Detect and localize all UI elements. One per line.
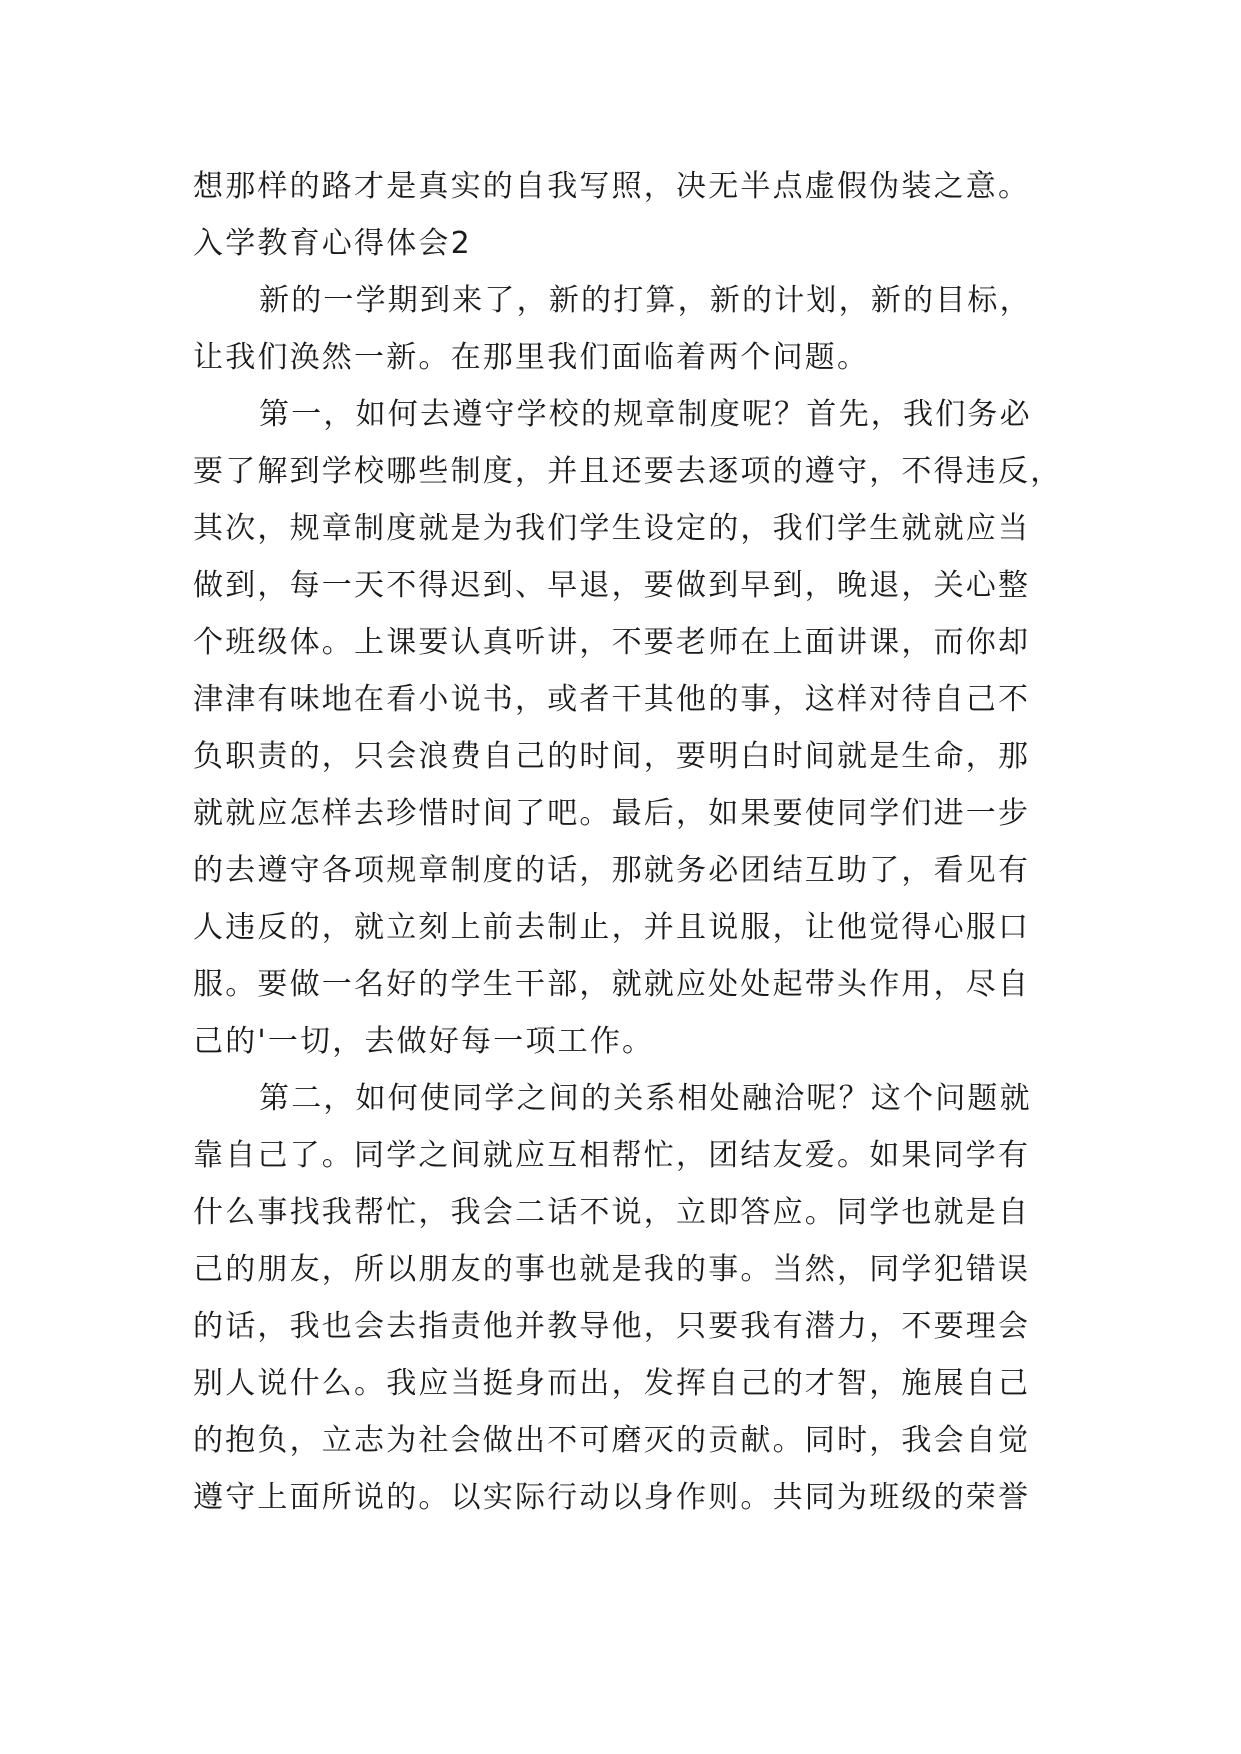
text-line: 的抱负，立志为社会做出不可磨灭的贡献。同时，我会自觉 (193, 1423, 1031, 1458)
text-line: 别人说什么。我应当挺身而出，发挥自己的才智，施展自己 (193, 1366, 1031, 1401)
text-line: 就就应怎样去珍惜时间了吧。最后，如果要使同学们进一步 (193, 796, 1031, 831)
text-line: 新的一学期到来了，新的打算，新的计划，新的目标， (259, 283, 1032, 318)
text-line: 第二，如何使同学之间的关系相处融洽呢？这个问题就 (259, 1081, 1032, 1116)
text-line: 的话，我也会去指责他并教导他，只要我有潜力，不要理会 (193, 1309, 1031, 1344)
text-line: 的去遵守各项规章制度的话，那就务必团结互助了，看见有 (193, 853, 1031, 888)
text-line: 人违反的，就立刻上前去制止，并且说服，让他觉得心服口 (193, 910, 1031, 945)
text-line: 遵守上面所说的。以实际行动以身作则。共同为班级的荣誉 (193, 1480, 1031, 1515)
text-line: 靠自己了。同学之间就应互相帮忙，团结友爱。如果同学有 (193, 1138, 1031, 1173)
text-line: 己的朋友，所以朋友的事也就是我的事。当然，同学犯错误 (193, 1252, 1031, 1287)
text-line: 津津有味地在看小说书，或者干其他的事，这样对待自己不 (193, 682, 1031, 717)
text-line: 己的'一切，去做好每一项工作。 (193, 1024, 655, 1059)
document-body (193, 158, 1073, 1526)
text-line: 什么事找我帮忙，我会二话不说，立即答应。同学也就是自 (193, 1195, 1031, 1230)
text-line: 做到，每一天不得迟到、早退，要做到早到，晚退，关心整 (193, 568, 1031, 603)
text-line: 想那样的路才是真实的自我写照，决无半点虚假伪装之意。 (193, 169, 1031, 204)
text-line: 服。要做一名好的学生干部，就就应处处起带头作用，尽自 (193, 967, 1031, 1002)
text-line: 让我们涣然一新。在那里我们面临着两个问题。 (193, 340, 870, 375)
text-line: 其次，规章制度就是为我们学生设定的，我们学生就就应当 (193, 511, 1031, 546)
text-line: 要了解到学校哪些制度，并且还要去逐项的遵守，不得违反， (193, 454, 1063, 489)
text-line: 个班级体。上课要认真听讲，不要老师在上面讲课，而你却 (193, 625, 1031, 660)
text-line: 负职责的，只会浪费自己的时间，要明白时间就是生命，那 (193, 739, 1031, 774)
section-heading: 入学教育心得体会2 (193, 226, 472, 261)
text-line: 第一，如何去遵守学校的规章制度呢？首先，我们务必 (259, 397, 1032, 432)
